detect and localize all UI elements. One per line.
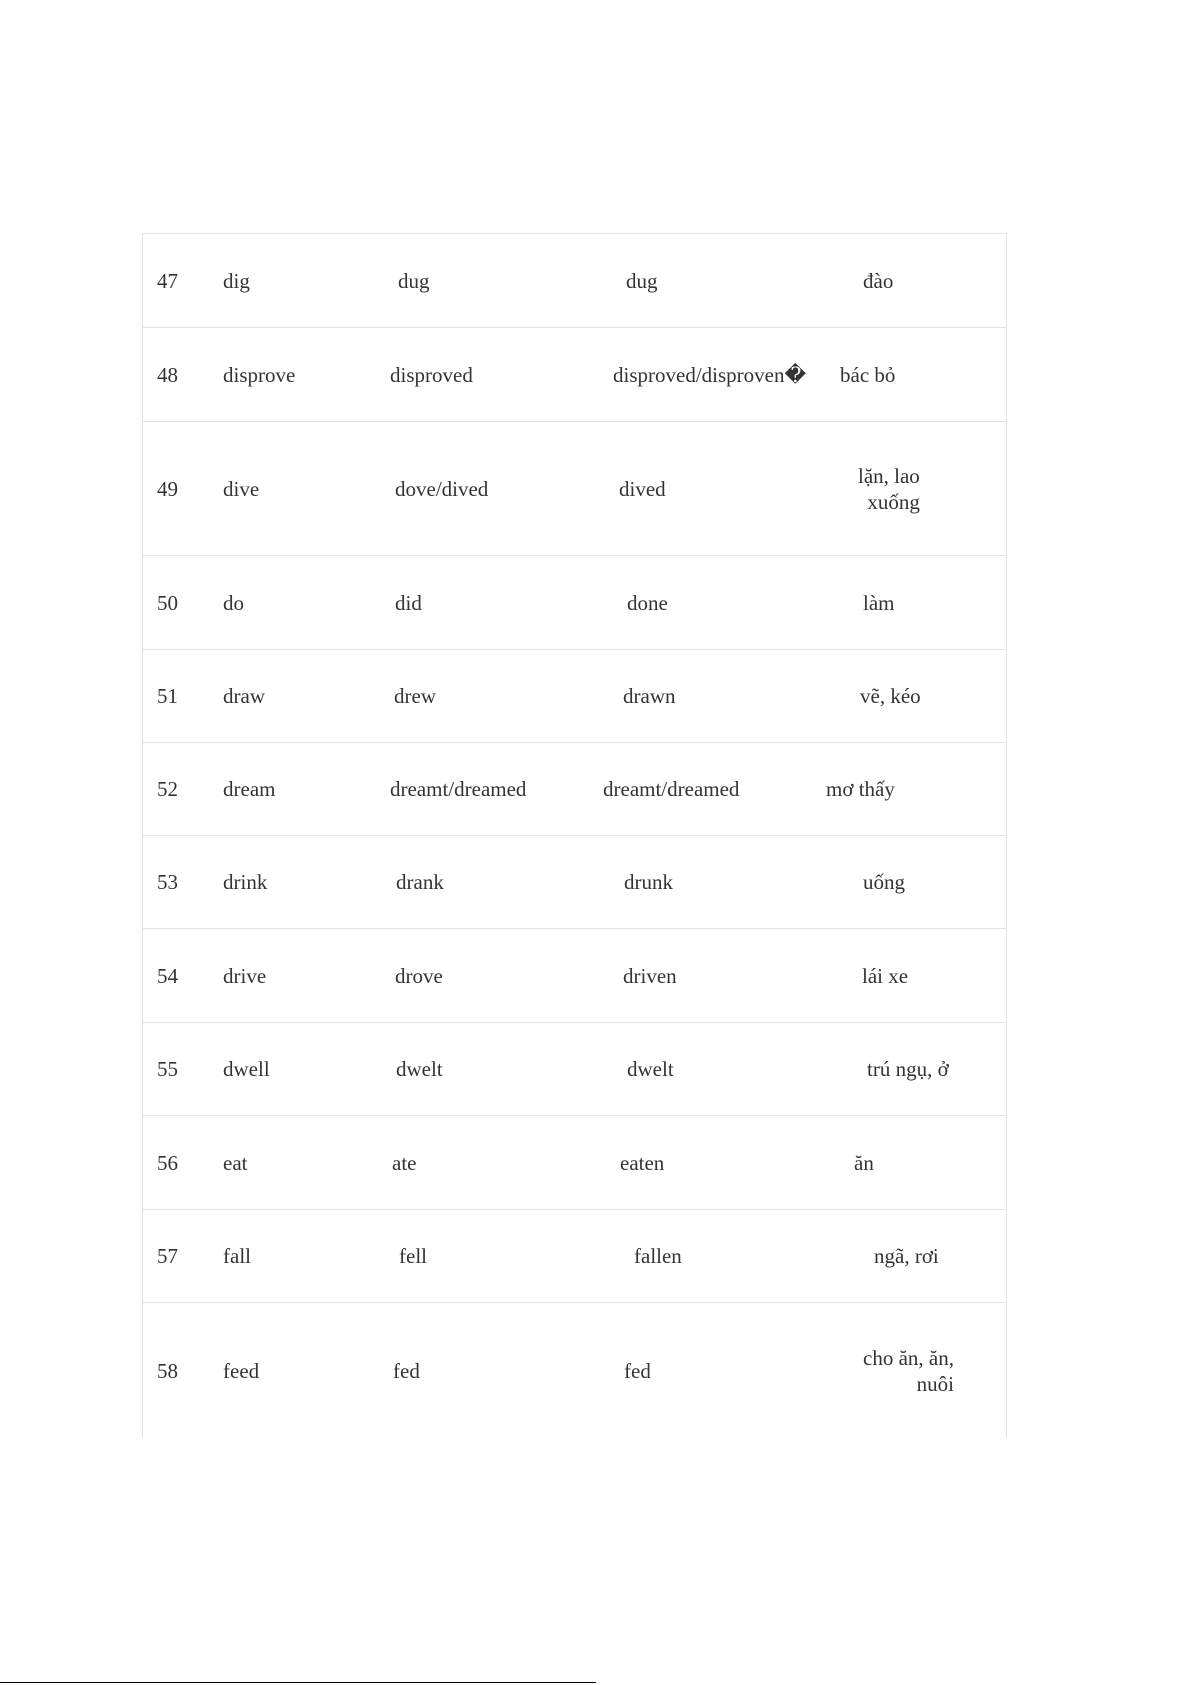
- base-form: feed: [223, 1359, 260, 1383]
- past-simple: dwelt: [396, 1057, 443, 1081]
- base-form: drive: [223, 963, 267, 988]
- meaning: lái xe: [862, 963, 909, 988]
- base-form: dream: [223, 777, 276, 801]
- table-row: [143, 650, 1006, 743]
- base-form: disprove: [223, 362, 296, 387]
- past-participle: dived: [619, 476, 666, 501]
- past-participle: drunk: [624, 870, 673, 894]
- past-simple: ate: [392, 1150, 417, 1175]
- meaning: vẽ, kéo: [860, 684, 921, 708]
- base-form: fall: [223, 1244, 251, 1268]
- table-row: [143, 836, 1006, 929]
- base-form: dive: [223, 476, 260, 501]
- past-participle: dwelt: [627, 1057, 674, 1081]
- past-participle: driven: [623, 963, 677, 988]
- meaning: mơ thấy: [826, 777, 895, 801]
- row-number: 50: [157, 590, 178, 615]
- irregular-verb-table: [142, 233, 1007, 1438]
- past-simple: dug: [398, 268, 430, 293]
- past-participle: eaten: [620, 1150, 665, 1175]
- past-participle: fallen: [634, 1244, 682, 1268]
- past-simple: disproved: [390, 362, 473, 387]
- past-participle: dreamt/dreamed: [603, 777, 740, 801]
- table-row: [143, 1210, 1006, 1303]
- meaning: trú ngụ, ở: [867, 1057, 949, 1081]
- table-row: [143, 743, 1006, 836]
- past-participle: disproved/disproven�: [613, 362, 807, 387]
- row-number: 56: [157, 1150, 178, 1175]
- footer-rule: [0, 1682, 596, 1683]
- row-number: 49: [157, 476, 178, 501]
- table-row: [143, 328, 1006, 422]
- base-form: draw: [223, 684, 265, 708]
- base-form: dig: [223, 268, 250, 293]
- meaning: bác bỏ: [840, 362, 896, 387]
- row-number: 52: [157, 777, 178, 801]
- row-number: 51: [157, 684, 178, 708]
- meaning: ăn: [854, 1150, 874, 1175]
- past-simple: dove/dived: [395, 476, 489, 501]
- meaning: lặn, lao xuống: [858, 463, 920, 514]
- past-participle: done: [627, 590, 668, 615]
- base-form: do: [223, 590, 244, 615]
- past-simple: fell: [399, 1244, 427, 1268]
- table-row: [143, 929, 1006, 1023]
- row-number: 58: [157, 1359, 178, 1383]
- meaning: làm: [863, 590, 895, 615]
- base-form: drink: [223, 870, 268, 894]
- past-participle: dug: [626, 268, 658, 293]
- table-row: [143, 422, 1006, 556]
- past-simple: did: [395, 590, 422, 615]
- base-form: dwell: [223, 1057, 270, 1081]
- row-number: 55: [157, 1057, 178, 1081]
- past-simple: dreamt/dreamed: [390, 777, 527, 801]
- meaning: cho ăn, ăn, nuôi: [863, 1346, 954, 1396]
- row-number: 57: [157, 1244, 178, 1268]
- row-number: 54: [157, 963, 178, 988]
- meaning: uống: [863, 870, 905, 894]
- base-form: eat: [223, 1150, 248, 1175]
- past-participle: drawn: [623, 684, 676, 708]
- past-participle: fed: [624, 1359, 651, 1383]
- meaning: ngã, rơi: [874, 1244, 939, 1268]
- past-simple: fed: [393, 1359, 420, 1383]
- table-row: [143, 556, 1006, 650]
- table-row: [143, 234, 1006, 328]
- table-row: [143, 1303, 1006, 1439]
- table-row: [143, 1023, 1006, 1116]
- meaning: đào: [863, 268, 894, 293]
- row-number: 53: [157, 870, 178, 894]
- past-simple: drank: [396, 870, 444, 894]
- row-number: 47: [157, 268, 178, 293]
- past-simple: drew: [394, 684, 436, 708]
- table-row: [143, 1116, 1006, 1210]
- past-simple: drove: [395, 963, 443, 988]
- row-number: 48: [157, 362, 178, 387]
